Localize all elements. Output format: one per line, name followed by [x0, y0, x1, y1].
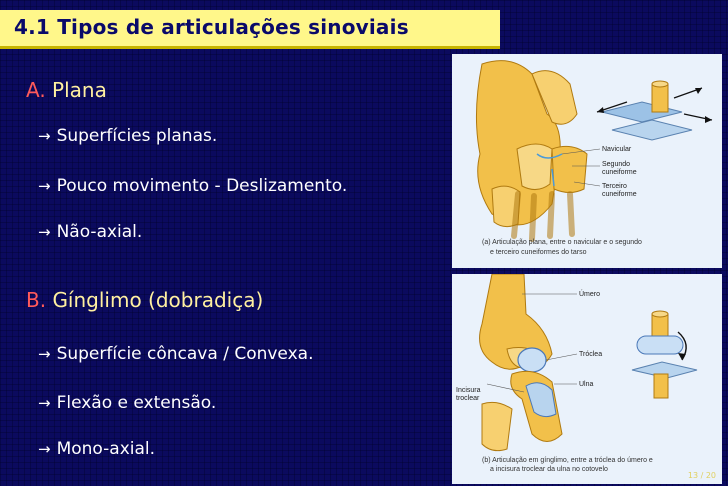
bullet-item	[38, 222, 142, 242]
label-umero: Úmero	[579, 291, 601, 298]
right-arrow-icon: →	[38, 127, 51, 145]
page-number: 13 / 20	[687, 471, 716, 480]
figure-plane-joint	[452, 54, 722, 268]
label-cuneiforme-2: cuneiforme	[602, 169, 637, 176]
figure-hinge-joint	[452, 274, 722, 484]
right-arrow-icon: →	[38, 345, 51, 363]
bullet-text: Não-axial.	[56, 222, 143, 242]
bullet-text: Superfície côncava / Convexa.	[56, 344, 314, 364]
elbow-illustration	[452, 274, 722, 484]
caption-b-line2: a incisura troclear da ulna no cotovelo	[490, 466, 608, 473]
label-incisura: Incisura	[456, 387, 481, 394]
caption-a-line2: e terceiro cuneiformes do tarso	[490, 249, 587, 256]
section-a-heading	[26, 78, 107, 102]
bullet-item	[38, 439, 155, 459]
right-arrow-icon: →	[38, 394, 51, 412]
bullet-item	[38, 176, 347, 196]
section-b-name: Gínglimo (dobradiça)	[52, 288, 264, 312]
label-segundo: Segundo	[602, 161, 631, 168]
label-ulna: Ulna	[579, 381, 594, 388]
label-navicular: Navicular	[602, 146, 632, 153]
bullet-item	[38, 126, 217, 146]
caption-a-line1: (a) Articulação plana, entre o navicular e o segundo	[482, 239, 642, 246]
bullet-item	[38, 344, 313, 364]
label-cuneiforme-3: cuneiforme	[602, 191, 637, 198]
section-b-letter: B.	[26, 288, 47, 312]
label-terceiro: Terceiro	[602, 183, 627, 190]
page-title: 4.1 Tipos de articulações sinoviais	[14, 15, 409, 39]
right-arrow-icon: →	[38, 223, 51, 241]
label-troclea: Tróclea	[579, 351, 603, 358]
bullet-text: Flexão e extensão.	[56, 393, 217, 413]
bullet-text: Mono-axial.	[56, 439, 156, 459]
bullet-item	[38, 393, 216, 413]
right-arrow-icon: →	[38, 177, 51, 195]
section-b-heading	[26, 288, 263, 312]
label-troclear: troclear	[456, 395, 480, 402]
caption-b-line1: (b) Articulação em gínglimo, entre a tróclea do úmero e	[482, 457, 653, 464]
bullet-text: Pouco movimento - Deslizamento.	[56, 176, 348, 196]
title-bar	[0, 10, 500, 49]
section-a-name: Plana	[52, 78, 107, 102]
section-a-letter: A.	[26, 78, 46, 102]
right-arrow-icon: →	[38, 440, 51, 458]
bullet-text: Superfícies planas.	[56, 126, 218, 146]
foot-bones-illustration	[452, 54, 722, 268]
